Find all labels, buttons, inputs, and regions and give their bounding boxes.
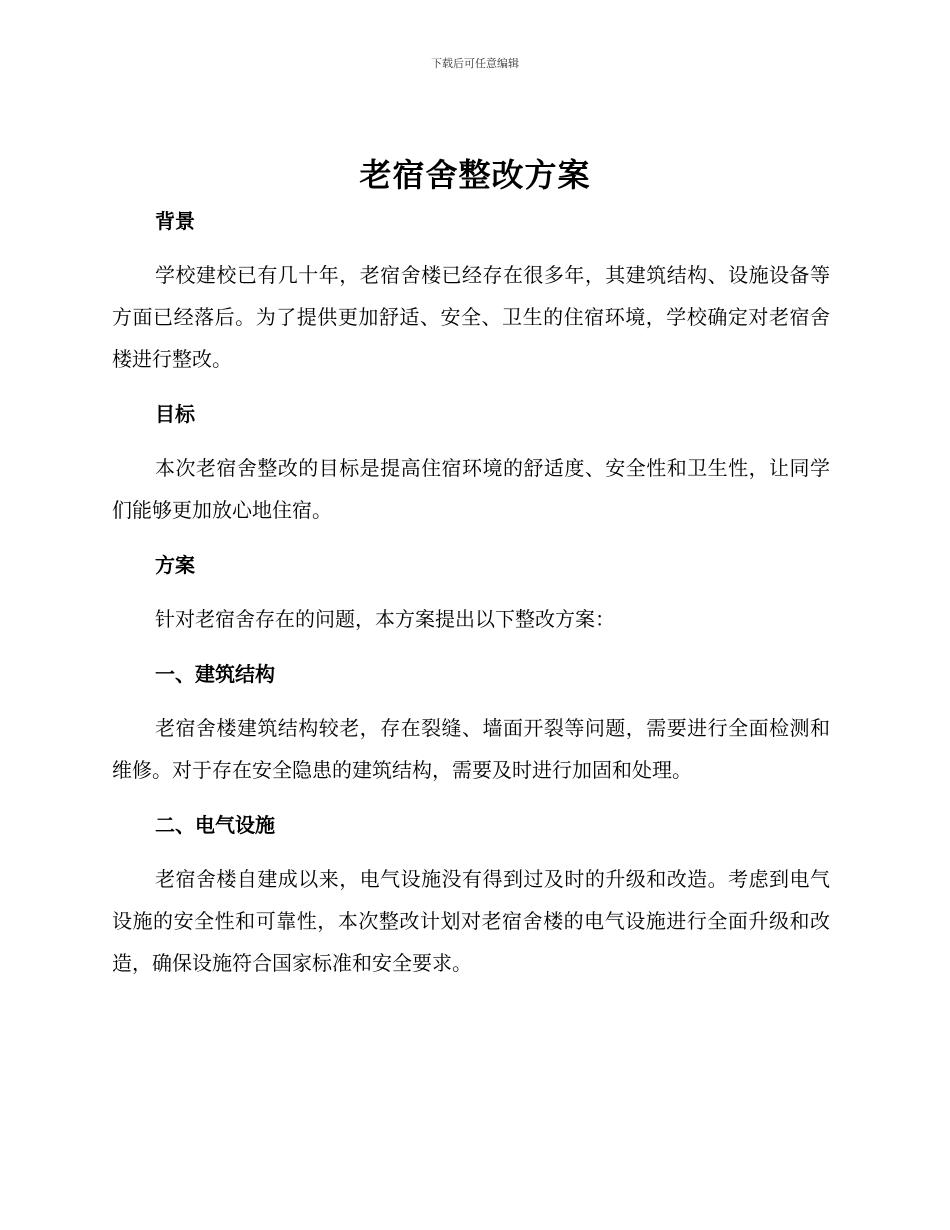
section-paragraph: 学校建校已有几十年，老宿舍楼已经存在很多年，其建筑结构、设施设备等方面已经落后。为了提供更加舒适、安全、卫生的住宿环境，学校确定对老宿舍楼进行整改。 [112, 263, 830, 371]
section-paragraph: 本次老宿舍整改的目标是提高住宿环境的舒适度、安全性和卫生性，让同学们能够更加放心地住宿。 [112, 456, 830, 522]
document-title: 老宿舍整改方案 [359, 156, 591, 194]
section-heading: 二、电气设施 [155, 813, 275, 837]
section-goal [112, 393, 830, 531]
section-plan [112, 544, 830, 640]
section-background [112, 200, 830, 380]
section-paragraph: 针对老宿舍存在的问题，本方案提出以下整改方案： [155, 607, 615, 631]
section-heading: 方案 [155, 553, 195, 577]
section-paragraph: 老宿舍楼自建成以来，电气设施没有得到过及时的升级和改造。考虑到电气设施的安全性和可靠性，本次整改计划对老宿舍楼的电气设施进行全面升级和改造，确保设施符合国家标准和安全要求。 [112, 867, 830, 975]
section-heading: 一、建筑结构 [155, 662, 275, 686]
document-body [112, 200, 830, 984]
header-note: 下载后可任意编辑 [431, 57, 519, 70]
section-heading: 目标 [155, 402, 195, 426]
section-electrical-facilities [112, 804, 830, 984]
section-building-structure [112, 653, 830, 791]
section-paragraph: 老宿舍楼建筑结构较老，存在裂缝、墙面开裂等问题，需要进行全面检测和维修。对于存在安全隐患的建筑结构，需要及时进行加固和处理。 [112, 716, 830, 782]
section-heading: 背景 [155, 209, 195, 233]
